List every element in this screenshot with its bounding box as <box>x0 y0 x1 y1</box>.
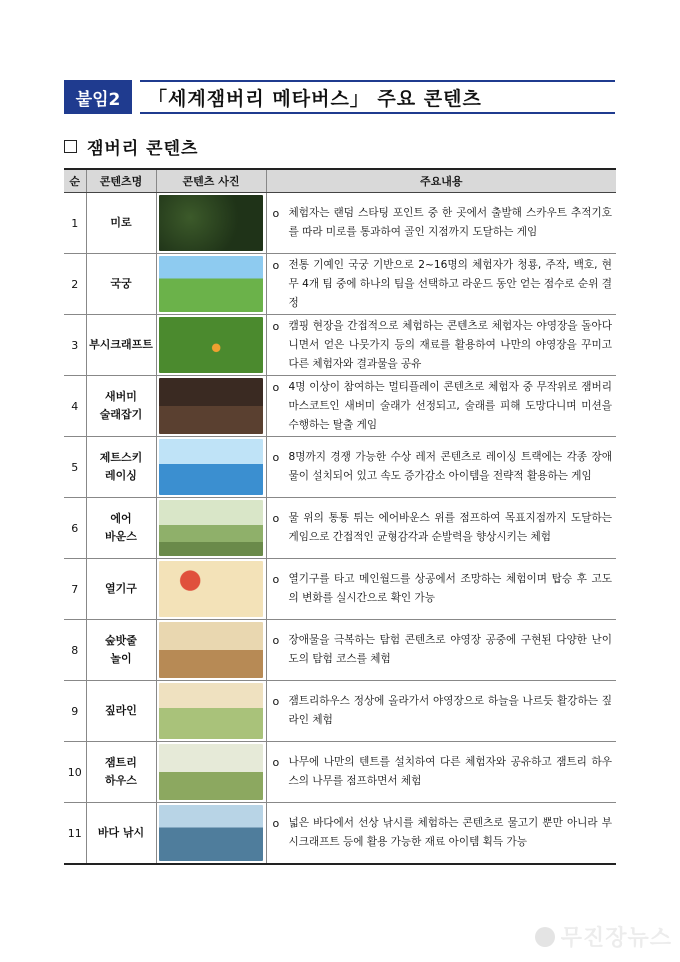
content-description: 잼트리하우스 정상에 올라가서 야영장으로 하늘을 나르듯 활강하는 짚라인 체험 <box>288 695 612 726</box>
content-description: 장애물을 극복하는 탐험 콘텐츠로 야영장 공중에 구현된 다양한 난이도의 탐험 코스를 체험 <box>288 634 612 665</box>
content-desc-cell <box>266 498 616 559</box>
desc-line <box>273 509 613 547</box>
content-screenshot <box>159 378 263 434</box>
content-photo-cell <box>156 437 266 498</box>
content-screenshot <box>159 256 263 312</box>
table-row <box>64 437 616 498</box>
content-name: 잼트리 하우스 <box>105 756 137 787</box>
content-description: 열기구를 타고 메인월드를 상공에서 조망하는 체험이며 탑승 후 고도의 변화를 실시간으로 확인 가능 <box>288 573 612 604</box>
bullet-icon: o <box>272 207 280 220</box>
col-header-no: 순 <box>64 169 86 193</box>
content-description: 8명까지 경쟁 가능한 수상 레저 콘텐츠로 레이싱 트랙에는 각종 장애물이 설치되어 있고 속도 증가감소 아이템을 전략적 활용하는 게임 <box>288 451 612 482</box>
checkbox-icon <box>64 140 77 153</box>
bullet-icon: o <box>272 573 280 586</box>
content-name: 열기구 <box>105 582 137 595</box>
table-header-row <box>64 169 616 193</box>
content-screenshot <box>159 439 263 495</box>
content-photo-cell <box>156 803 266 865</box>
content-desc-cell <box>266 620 616 681</box>
content-screenshot <box>159 805 263 861</box>
desc-line <box>273 317 613 374</box>
content-desc-cell <box>266 193 616 254</box>
content-name-cell <box>86 315 156 376</box>
section-heading <box>64 134 198 158</box>
content-name: 바다 낚시 <box>97 826 145 839</box>
row-number: 8 <box>64 620 86 681</box>
content-name: 미로 <box>110 216 132 229</box>
content-screenshot <box>159 744 263 800</box>
content-photo-cell <box>156 742 266 803</box>
content-photo-cell <box>156 681 266 742</box>
annex-header <box>64 80 615 114</box>
content-name: 짚라인 <box>105 704 137 717</box>
content-name: 새버미 술래잡기 <box>99 390 143 421</box>
content-name-cell <box>86 437 156 498</box>
annex-label: 붙임2 <box>64 80 132 114</box>
desc-line <box>273 570 613 608</box>
row-number: 4 <box>64 376 86 437</box>
content-desc-cell <box>266 376 616 437</box>
content-photo-cell <box>156 620 266 681</box>
watermark <box>535 921 672 952</box>
bullet-icon: o <box>272 756 280 769</box>
desc-line <box>273 256 613 313</box>
table-row <box>64 620 616 681</box>
content-name-cell <box>86 254 156 315</box>
col-header-name: 콘텐츠명 <box>86 169 156 193</box>
content-screenshot <box>159 500 263 556</box>
watermark-text: 무진장뉴스 <box>560 926 672 951</box>
content-name-cell <box>86 193 156 254</box>
content-name-cell <box>86 742 156 803</box>
col-header-photo: 콘텐츠 사진 <box>156 169 266 193</box>
content-desc-cell <box>266 254 616 315</box>
desc-line <box>273 814 613 852</box>
table-row <box>64 803 616 865</box>
table-row <box>64 376 616 437</box>
desc-line <box>273 753 613 791</box>
table-row <box>64 498 616 559</box>
table-row <box>64 315 616 376</box>
bullet-icon: o <box>272 451 280 464</box>
watermark-logo-icon <box>535 927 555 947</box>
content-screenshot <box>159 195 263 251</box>
bullet-icon: o <box>272 258 280 272</box>
section-title: 잼버리 콘텐츠 <box>87 138 199 159</box>
content-photo-cell <box>156 498 266 559</box>
content-description: 4명 이상이 참여하는 멀티플레이 콘텐츠로 체험자 중 무작위로 잼버리 마스코트인 새버미 술래가 선정되고, 술래를 피해 도망다니며 미션을 수행하는 탈출 게임 <box>288 380 612 431</box>
table-row <box>64 193 616 254</box>
table-row <box>64 559 616 620</box>
content-name-cell <box>86 498 156 559</box>
desc-line <box>273 631 613 669</box>
row-number: 9 <box>64 681 86 742</box>
desc-line <box>273 692 613 730</box>
content-name-cell <box>86 681 156 742</box>
content-screenshot <box>159 317 263 373</box>
row-number: 10 <box>64 742 86 803</box>
content-description: 물 위의 통통 튀는 에어바운스 위를 점프하여 목표지점까지 도달하는 게임으로 간접적인 균형감각과 순발력을 향상시키는 체험 <box>288 512 612 543</box>
table-row <box>64 742 616 803</box>
bullet-icon: o <box>272 634 280 647</box>
row-number: 6 <box>64 498 86 559</box>
content-description: 체험자는 랜덤 스타팅 포인트 중 한 곳에서 출발해 스카우트 추적기호를 따라 미로를 통과하여 골인 지점까지 도달하는 게임 <box>288 207 612 238</box>
row-number: 1 <box>64 193 86 254</box>
content-screenshot <box>159 561 263 617</box>
content-description: 캠핑 현장을 간접적으로 체험하는 콘텐츠로 체험자는 야영장을 돌아다니면서 얻은 나뭇가지 등의 재료를 활용하여 나만의 야영장을 꾸미고 다른 체험자와 결과물을 공유 <box>288 319 612 370</box>
content-screenshot <box>159 622 263 678</box>
contents-table <box>64 168 616 865</box>
desc-line <box>273 378 613 435</box>
desc-line <box>273 204 613 242</box>
content-name-cell <box>86 803 156 865</box>
bullet-icon: o <box>272 512 280 525</box>
content-name: 에어 바운스 <box>105 512 137 543</box>
content-desc-cell <box>266 315 616 376</box>
content-name: 국궁 <box>110 277 132 290</box>
content-name-cell <box>86 620 156 681</box>
content-name: 제트스키 레이싱 <box>99 451 143 482</box>
content-photo-cell <box>156 254 266 315</box>
bullet-icon: o <box>272 319 280 333</box>
content-photo-cell <box>156 559 266 620</box>
bullet-icon: o <box>272 817 280 830</box>
col-header-desc: 주요내용 <box>266 169 616 193</box>
content-description: 넓은 바다에서 선상 낚시를 체험하는 콘텐츠로 물고기 뿐만 아니라 부시크래프트 등에 활용 가능한 재료 아이템 획득 가능 <box>288 817 612 848</box>
content-name-cell <box>86 559 156 620</box>
desc-line <box>273 448 613 486</box>
content-name-cell <box>86 376 156 437</box>
table-row <box>64 681 616 742</box>
page-title: 「세계잼버리 메타버스」 주요 콘텐츠 <box>148 87 482 110</box>
content-desc-cell <box>266 742 616 803</box>
content-photo-cell <box>156 376 266 437</box>
content-name: 부시크래프트 <box>89 338 153 351</box>
content-description: 나무에 나만의 텐트를 설치하여 다른 체험자와 공유하고 잼트리 하우스의 나무를 점프하면서 체험 <box>288 756 612 787</box>
table-row <box>64 254 616 315</box>
row-number: 7 <box>64 559 86 620</box>
header-title-box <box>140 80 615 114</box>
content-name: 숲밧줄 놀이 <box>105 634 137 665</box>
content-desc-cell <box>266 559 616 620</box>
content-photo-cell <box>156 315 266 376</box>
content-desc-cell <box>266 437 616 498</box>
content-screenshot <box>159 683 263 739</box>
bullet-icon: o <box>272 380 280 394</box>
row-number: 2 <box>64 254 86 315</box>
row-number: 11 <box>64 803 86 865</box>
content-photo-cell <box>156 193 266 254</box>
bullet-icon: o <box>272 695 280 708</box>
row-number: 5 <box>64 437 86 498</box>
content-description: 전통 기예인 국궁 기반으로 2~16명의 체험자가 청룡, 주작, 백호, 현무 4개 팀 중에 하나의 팀을 선택하고 라운드 동안 얻는 점수로 순위 결정 <box>288 258 612 309</box>
content-desc-cell <box>266 681 616 742</box>
content-desc-cell <box>266 803 616 865</box>
row-number: 3 <box>64 315 86 376</box>
